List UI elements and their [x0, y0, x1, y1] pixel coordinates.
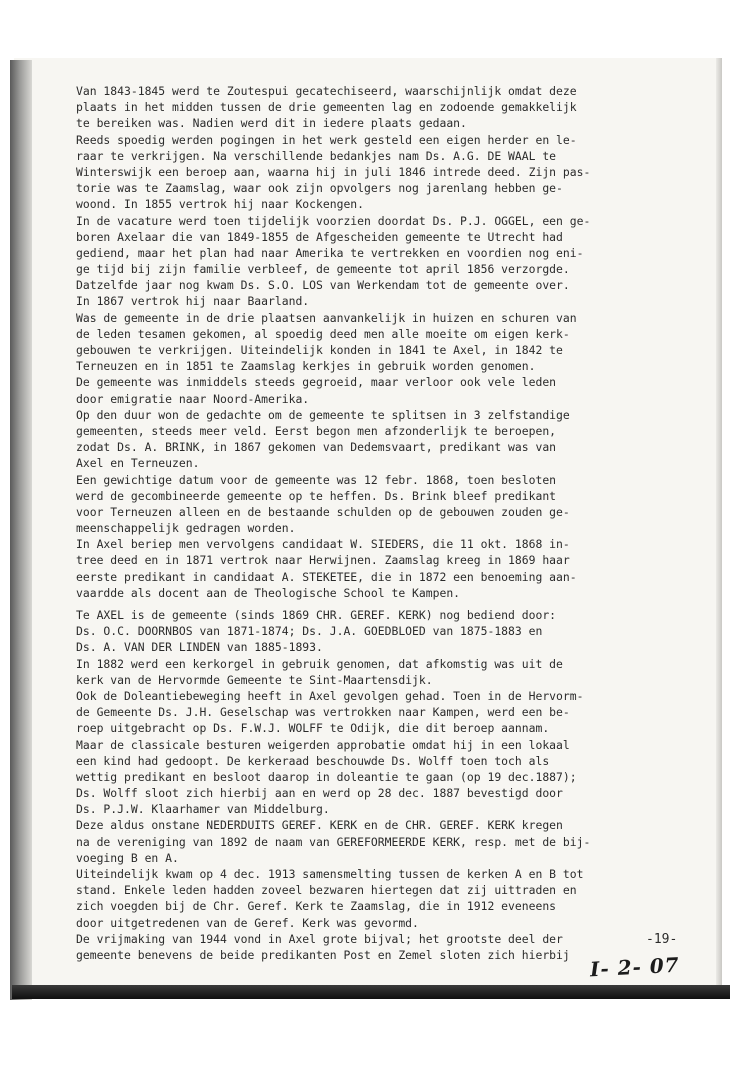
- text-line: torie was te Zaamslag, waar ook zijn opvolgers nog jarenlang hebben ge-: [76, 181, 563, 196]
- text-line: Op den duur won de gedachte om de gemeente te splitsen in 3 zelfstandige: [76, 407, 570, 422]
- text-line: Datzelfde jaar nog kwam Ds. S.O. LOS van Werkendam tot de gemeente over.: [76, 278, 570, 293]
- text-line: gemeenten, steeds meer veld. Eerst begon men afzonderlijk te beroepen,: [76, 423, 557, 438]
- text-line: In de vacature werd toen tijdelijk voorzien doordat Ds. P.J. OGGEL, een ge-: [76, 213, 591, 228]
- text-line: de Gemeente Ds. J.H. Geselschap was vertrokken naar Kampen, werd een be-: [76, 705, 570, 720]
- body-text: [76, 83, 676, 963]
- text-line: gemeente benevens de beide predikanten Post en Zemel sloten zich hierbij: [76, 947, 570, 962]
- text-line: na de vereniging van 1892 de naam van GEREFORMEERDE KERK, resp. met de bij-: [76, 834, 591, 849]
- text-line: In 1867 vertrok hij naar Baarland.: [76, 294, 310, 309]
- text-line: ge tijd bij zijn familie verbleef, de gemeente tot april 1856 verzorgde.: [76, 262, 570, 277]
- text-line: gebouwen te verkrijgen. Uiteindelijk konden in 1841 te Axel, in 1842 te: [76, 343, 563, 357]
- text-line: wettig predikant en besloot daarop in doleantie te gaan (op 19 dec.1887);: [76, 769, 577, 784]
- text-line: Een gewichtige datum voor de gemeente was 12 febr. 1868, toen besloten: [76, 472, 557, 487]
- text-line: voeging B en A.: [76, 850, 179, 865]
- text-line: meenschappelijk gedragen worden.: [76, 521, 296, 536]
- text-line: door uitgetredenen van de Geref. Kerk was gevormd.: [76, 915, 419, 930]
- page-right-edge: [716, 58, 722, 992]
- text-line: te bereiken was. Nadien werd dit in iedere plaats gedaan.: [76, 116, 467, 131]
- page-number: -19-: [646, 932, 678, 947]
- text-line: kerk van de Hervormde Gemeente te Sint-Maartensdijk.: [76, 672, 433, 687]
- text-line: Maar de classicale besturen weigerden approbatie omdat hij in een lokaal: [76, 737, 570, 752]
- text-line: gediend, maar het plan had naar Amerika te vertrekken en voordien nog eni-: [76, 245, 584, 260]
- text-line: raar te verkrijgen. Na verschillende bedankjes nam Ds. A.G. DE WAAL te: [76, 148, 557, 163]
- text-line: Te AXEL is de gemeente (sinds 1869 CHR. GEREF. KERK) nog bediend door:: [76, 608, 557, 622]
- text-line: werd de gecombineerde gemeente op te heffen. Ds. Brink bleef predikant: [76, 488, 557, 503]
- text-line: tree deed en in 1871 vertrok naar Herwijnen. Zaamslag kreeg in 1869 haar: [76, 553, 570, 568]
- text-line: stand. Enkele leden hadden zoveel bezwaren hiertegen dat zij uittraden en: [76, 883, 577, 898]
- text-line: boren Axelaar die van 1849-1855 de Afgescheiden gemeente te Utrecht had: [76, 229, 563, 244]
- handwritten-archive-code: I- 2- 07: [589, 952, 681, 982]
- text-line: Terneuzen en in 1851 te Zaamslag kerkjes in gebruik worden genomen.: [76, 359, 536, 374]
- text-line: plaats in het midden tussen de drie gemeenten lag en zodoende gemakkelijk: [76, 100, 577, 115]
- text-line: eerste predikant in candidaat A. STEKETEE, die in 1872 een benoeming aan-: [76, 569, 577, 584]
- text-line: een kind had gedoopt. De kerkeraad beschouwde Ds. Wolff toen toch als: [76, 753, 550, 768]
- text-line: Axel en Terneuzen.: [76, 456, 200, 471]
- text-line: Ds. P.J.W. Klaarhamer van Middelburg.: [76, 802, 330, 817]
- text-line: zich voegden bij de Chr. Geref. Kerk te Zaamslag, die in 1912 eveneens: [76, 899, 557, 914]
- text-line: zodat Ds. A. BRINK, in 1867 gekomen van Dedemsvaart, predikant was van: [76, 440, 557, 455]
- text-line: In Axel beriep men vervolgens candidaat W. SIEDERS, die 11 okt. 1868 in-: [76, 537, 570, 552]
- text-line: Ds. Wolff sloot zich hierbij aan en werd op 28 dec. 1887 bevestigd door: [76, 786, 563, 801]
- text-line: Deze aldus onstane NEDERDUITS GEREF. KERK en de CHR. GEREF. KERK kregen: [76, 818, 563, 833]
- text-line: In 1882 werd een kerkorgel in gebruik genomen, dat afkomstig was uit de: [76, 656, 563, 671]
- text-line: Was de gemeente in de drie plaatsen aanvankelijk in huizen en schuren van: [76, 310, 577, 325]
- text-line: vaardde als docent aan de Theologische School te Kampen.: [76, 585, 461, 600]
- text-line: roep uitgebracht op Ds. F.W.J. WOLFF te Odijk, die dit beroep aannam.: [76, 721, 550, 736]
- text-line: Winterswijk een beroep aan, waarna hij in juli 1846 intrede deed. Zijn pas-: [76, 164, 591, 179]
- text-line: Van 1843-1845 werd te Zoutespui gecatechiseerd, waarschijnlijk omdat deze: [76, 84, 577, 98]
- page-bottom-edge: [12, 985, 730, 999]
- binding-shadow: [10, 60, 32, 1000]
- text-line: Ds. A. VAN DER LINDEN van 1885-1893.: [76, 640, 323, 655]
- text-line: De gemeente was inmiddels steeds gegroeid, maar verloor ook vele leden: [76, 375, 557, 390]
- text-line: Ds. O.C. DOORNBOS van 1871-1874; Ds. J.A. GOEDBLOED van 1875-1883 en: [76, 624, 543, 639]
- text-line: Uiteindelijk kwam op 4 dec. 1913 samensmelting tussen de kerken A en B tot: [76, 867, 584, 881]
- text-line: voor Terneuzen alleen en de bestaande schulden op de gebouwen zouden ge-: [76, 504, 570, 519]
- text-line: Ook de Doleantiebeweging heeft in Axel gevolgen gehad. Toen in de Hervorm-: [76, 688, 584, 703]
- text-line: de leden tesamen gekomen, al spoedig deed men alle moeite om eigen kerk-: [76, 326, 570, 341]
- text-line: Reeds spoedig werden pogingen in het werk gesteld een eigen herder en le-: [76, 132, 577, 147]
- text-line: door emigratie naar Noord-Amerika.: [76, 391, 310, 406]
- text-line: De vrijmaking van 1944 vond in Axel grote bijval; het grootste deel der: [76, 931, 563, 946]
- text-line: woond. In 1855 vertrok hij naar Kockengen.: [76, 197, 365, 212]
